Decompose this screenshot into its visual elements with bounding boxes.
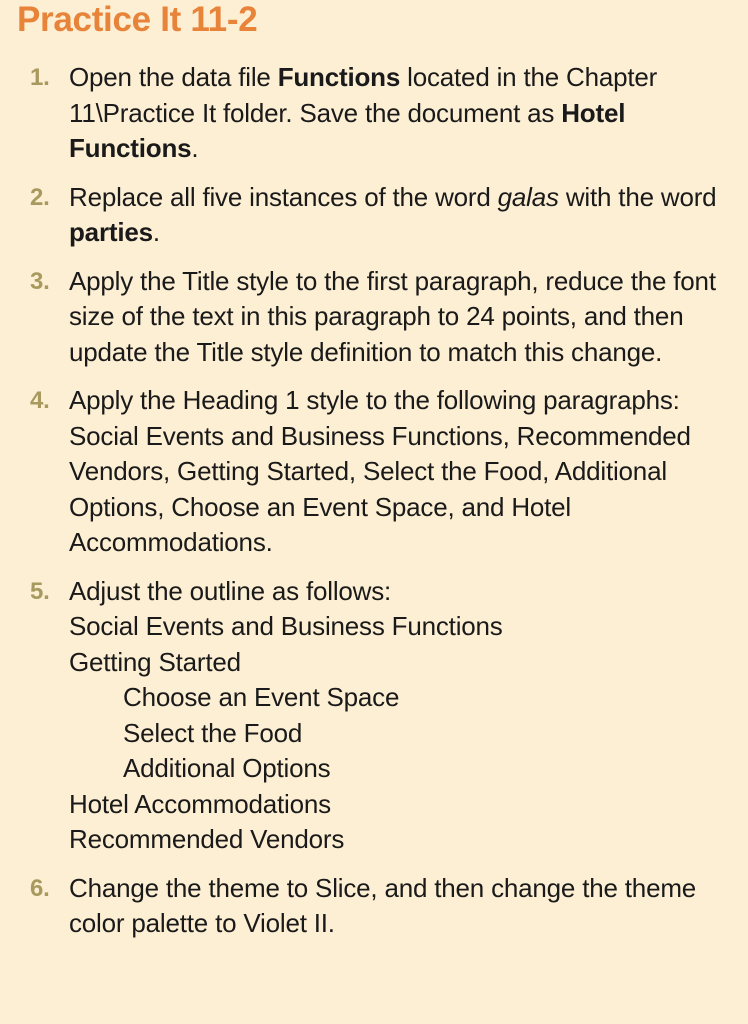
step-item	[0, 60, 748, 167]
bold-text: Hotel Functions	[69, 97, 626, 163]
step-text-segment: located in the Chapter 11\Practice It folder. Save the document as	[69, 62, 658, 128]
step-text-segment: .	[191, 133, 199, 163]
step-text-segment: Change the theme to Slice, and then change the theme color palette to Violet II.	[69, 872, 697, 938]
step-text-segment: Apply the Title style to the first paragraph, reduce the font size of the text in this paragraph to 24 points, and then update the Title style definition to match this change.	[69, 265, 716, 367]
outline-item: Select the Food	[123, 717, 303, 748]
step-text-segment: with the word	[558, 181, 717, 212]
outline-item: Choose an Event Space	[123, 682, 400, 712]
step-text-segment: Apply the Heading 1 style to the following paragraphs: Social Events and Business Functions, Recommended Vendors, Getting Started, Select the Food, Additional Options, Choose an Event Space, and Hotel Accommodations.	[69, 385, 691, 557]
step-item	[0, 180, 748, 251]
step-text	[69, 871, 728, 942]
outline-item: Hotel Accommodations	[69, 788, 331, 819]
page-title: Practice It 11-2	[17, 0, 258, 39]
step-number: 4.	[30, 387, 50, 414]
step-number: 6.	[30, 874, 50, 902]
outline-item: Recommended Vendors	[69, 824, 345, 854]
step-item	[0, 871, 748, 942]
bold-text: Functions	[277, 62, 401, 92]
step-number: 1.	[30, 64, 50, 91]
outline-item: Getting Started	[69, 646, 241, 677]
step-text	[69, 574, 728, 610]
step-text	[69, 264, 728, 371]
step-item	[0, 264, 748, 371]
step-text-segment: .	[152, 217, 160, 247]
step-number: 2.	[30, 183, 50, 211]
outline-item: Additional Options	[123, 753, 331, 783]
step-text-segment: Adjust the outline as follows:	[69, 575, 392, 606]
step-item	[0, 383, 748, 561]
bold-text: parties	[69, 217, 153, 247]
step-text-segment: Replace all five instances of the word	[69, 181, 498, 212]
step-text	[69, 60, 728, 167]
step-text-segment: Open the data file	[69, 62, 278, 92]
steps-list	[0, 60, 748, 955]
italic-text: galas	[497, 181, 559, 212]
step-text	[69, 180, 728, 251]
step-item	[0, 574, 748, 858]
step-number: 3.	[30, 267, 50, 295]
step-number: 5.	[30, 577, 50, 605]
outline-item: Social Events and Business Functions	[69, 611, 503, 641]
step-text	[69, 383, 728, 561]
